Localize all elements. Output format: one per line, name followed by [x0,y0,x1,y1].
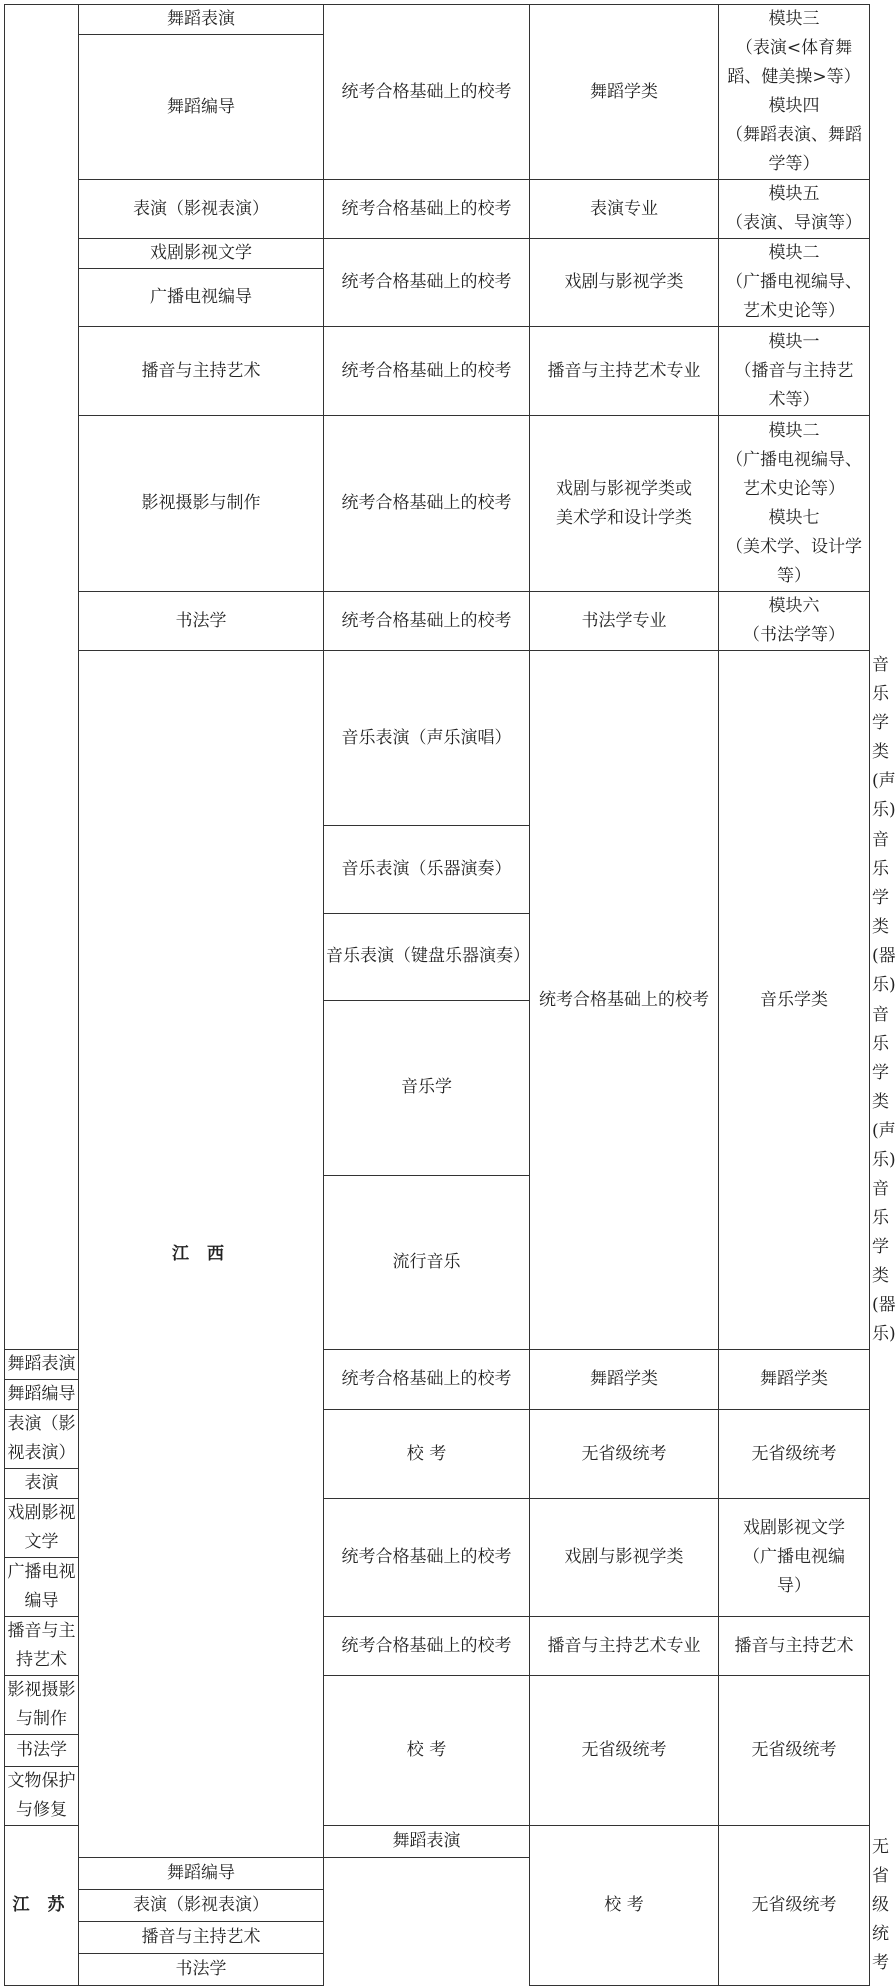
major-cell: 文物保护与修复 [5,1767,79,1826]
module-line: 等） [777,565,811,586]
module-line: 戏剧影视文学 [743,1518,845,1538]
major-cell: 影视摄影与制作 [5,1676,79,1735]
major-cell: 表演（影视表演） [79,1890,324,1922]
module-line: 艺术史论等） [743,301,845,321]
module-line: 导） [777,1576,811,1596]
major-cell: 表演 [5,1469,79,1499]
admissions-table: 舞蹈表演 统考合格基础上的校考 舞蹈学类 模块三 （表演<体育舞 蹈、健美操>等） 模块四 （舞蹈表演、舞蹈 学等） 舞蹈编导 表演（影视表演） 统考合格基础上的校考 表演专业 模块五 （表演、导演等） 戏剧影视文学 统考合格基础上的校考 戏剧与影视学类 模块二 （广播电视编导、 艺术史论等） 广播电视编导 播音与主持艺术 统考合格基础上的校考 播音与主持艺术专业 模块一 （播音与主持艺 术等） 影视摄影与制作 统考合格基础上的校考 戏剧与影视学类或 美术学和设计学类 模块二 （广播电视编导、 艺术史论等） 模块七 （美术学、设计学 等） 书法学 统考合格基础上的校考 书法学专业 模块六 （书法学等） 江 西 音乐表演（声乐演唱） 统考合格基础上的校考 音乐学类 音乐学类(声乐) 音乐表演（乐器演奏） 音乐学类(器乐) 音乐表演（键盘乐器演奏） 音乐学 音乐学类(声乐) 音乐学类(器乐) 流行音乐 舞蹈表演 统考合格基础上的校考 舞蹈学类 舞蹈学类 舞蹈编导 表演（影视表演） 校 考 无省级统考 无省级统考 表演 戏剧影视文学 统考合格基础上的校考 戏剧与影视学类 戏剧影视文学 （广播电视编 导） 广播电视编导 播音与主持艺术 统考合格基础上的校考 播音与主持艺术专业 播音与主持艺术 影视摄影与制作 校 考 无省级统考 无省级统考 书法学 文物保护与修复 江 苏 舞蹈表演 校 考 无省级统考 无省级统考 舞蹈编导 表演（影视表演） 播音与主持艺术 书法学 [4,4,870,1986]
module-cell [719,416,870,592]
module-line: 艺术史论等） [743,478,845,499]
module-cell: 播音与主持艺术 [719,1617,870,1676]
module-line: （表演、导演等） [726,213,862,233]
exam-cell: 统考合格基础上的校考 [324,180,530,239]
category-cell: 音乐学类 [719,651,870,1350]
module-cell [719,592,870,651]
exam-cell: 校 考 [530,1826,719,1986]
exam-cell: 统考合格基础上的校考 [324,1617,530,1676]
module-cell [719,239,870,327]
module-line: 模块二 [768,420,820,441]
category-cell: 无省级统考 [530,1410,719,1499]
exam-cell: 统考合格基础上的校考 [324,1350,530,1410]
exam-cell: 统考合格基础上的校考 [324,327,530,416]
major-cell: 戏剧影视文学 [79,239,324,269]
major-cell: 戏剧影视文学 [5,1499,79,1558]
category-line: 美术学和设计学类 [556,507,692,528]
module-line: 模块四 [768,96,820,116]
module-line: 模块六 [768,596,820,616]
major-cell: 音乐表演（键盘乐器演奏） [324,913,530,1001]
module-cell: 无省级统考 [719,1676,870,1826]
major-cell: 播音与主持艺术 [79,327,324,416]
major-cell: 播音与主持艺术 [79,1922,324,1954]
module-line: 模块三 [768,9,820,29]
module-line: 模块二 [768,243,820,263]
major-cell: 舞蹈表演 [324,1826,530,1858]
category-cell: 戏剧与影视学类 [530,1499,719,1617]
exam-cell: 统考合格基础上的校考 [324,5,530,180]
major-cell: 舞蹈编导 [79,1858,324,1890]
province-label-jiangxi: 江 西 [79,651,324,1858]
module-line: 模块一 [768,331,820,352]
exam-cell: 统考合格基础上的校考 [324,592,530,651]
major-cell: 广播电视编导 [5,1558,79,1617]
module-line: 学等） [768,154,820,174]
major-cell: 书法学 [79,1954,324,1986]
module-line: （播音与主持艺 [734,360,854,381]
category-cell: 无省级统考 [719,1826,870,1986]
module-cell: 无省级统考 [719,1410,870,1499]
major-cell: 表演（影视表演） [79,180,324,239]
category-cell: 无省级统考 [530,1676,719,1826]
module-line: 模块五 [768,184,820,204]
exam-cell: 校 考 [324,1676,530,1826]
major-cell: 音乐学 [324,1001,530,1176]
module-line: 术等） [768,389,820,410]
major-cell: 舞蹈表演 [5,1350,79,1380]
major-cell: 舞蹈编导 [79,35,324,180]
module-line: 模块七 [768,507,820,528]
category-cell: 播音与主持艺术专业 [530,327,719,416]
major-cell: 舞蹈表演 [79,5,324,35]
exam-cell: 统考合格基础上的校考 [324,416,530,592]
category-line: 戏剧与影视学类或 [556,478,692,499]
major-cell: 影视摄影与制作 [79,416,324,592]
major-cell: 流行音乐 [324,1175,530,1350]
module-line: （广播电视编导、 [726,272,862,292]
major-cell: 书法学 [5,1735,79,1767]
module-line: （表演<体育舞 [735,38,853,58]
exam-cell: 统考合格基础上的校考 [324,1499,530,1617]
major-cell: 舞蹈编导 [5,1380,79,1410]
module-line: （书法学等） [743,625,845,645]
exam-cell: 校 考 [324,1410,530,1499]
province-cell-continued [5,5,79,1350]
major-cell: 播音与主持艺术 [5,1617,79,1676]
category-cell: 戏剧与影视学类 [530,239,719,327]
category-cell: 舞蹈学类 [530,5,719,180]
category-cell: 表演专业 [530,180,719,239]
module-cell [719,327,870,416]
major-cell: 表演（影视表演） [5,1410,79,1469]
module-line: （广播电视编 [743,1547,845,1567]
module-cell [719,5,870,180]
module-cell [719,1499,870,1617]
module-cell: 舞蹈学类 [719,1350,870,1410]
major-cell: 音乐表演（乐器演奏） [324,826,530,914]
module-line: 蹈、健美操>等） [727,67,861,87]
category-cell: 播音与主持艺术专业 [530,1617,719,1676]
category-cell [530,416,719,592]
category-cell: 书法学专业 [530,592,719,651]
province-label-jiangsu: 江 苏 [5,1826,79,1986]
exam-cell: 统考合格基础上的校考 [530,651,719,1350]
major-cell: 书法学 [79,592,324,651]
module-line: （舞蹈表演、舞蹈 [726,125,862,145]
module-line: （美术学、设计学 [726,536,862,557]
module-cell [719,180,870,239]
module-line: （广播电视编导、 [726,449,862,470]
exam-cell: 统考合格基础上的校考 [324,239,530,327]
major-cell: 音乐表演（声乐演唱） [324,651,530,826]
category-cell: 舞蹈学类 [530,1350,719,1410]
major-cell: 广播电视编导 [79,269,324,327]
